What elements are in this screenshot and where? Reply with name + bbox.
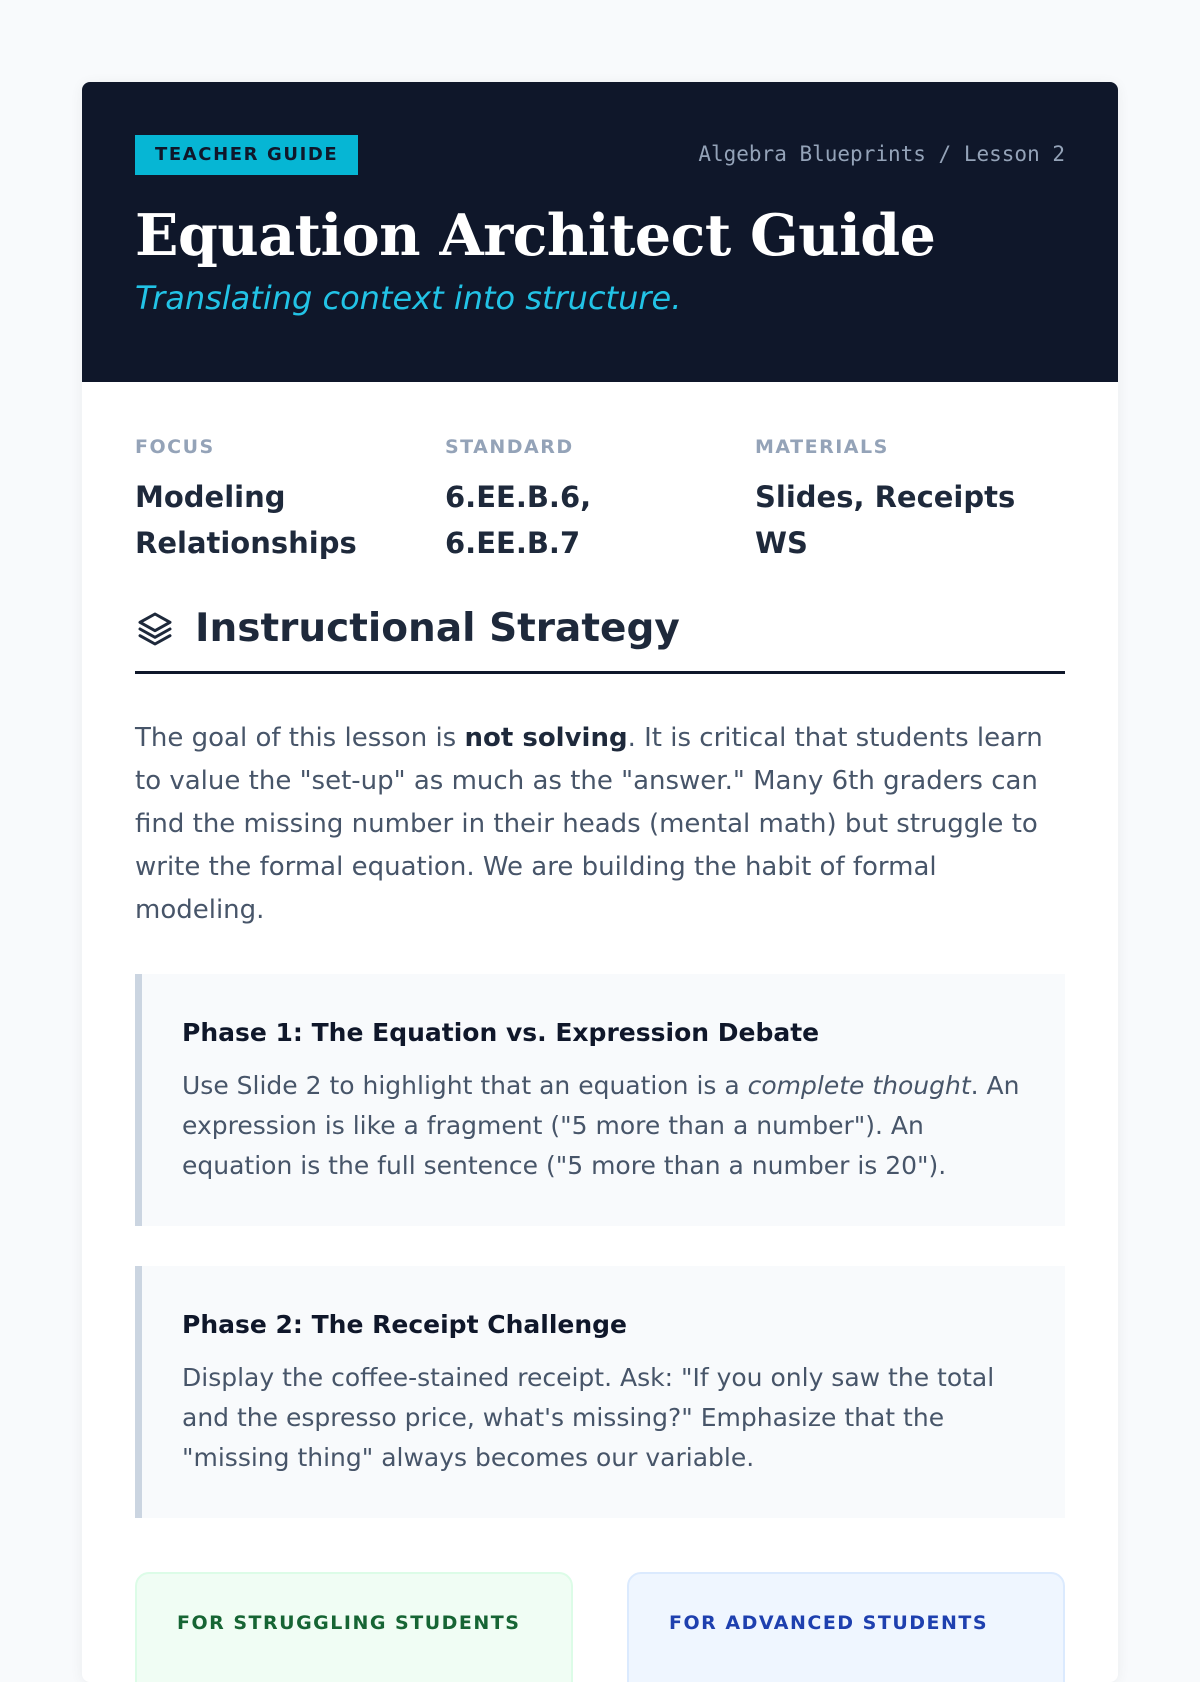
intro-text-end: . It is critical that students learn to value the "set-up" as much as the "answer." Many 6th graders can find the missing number in their heads (mental math) but struggle to write the formal equation. We are building the habit of formal modeling. xyxy=(135,723,1043,925)
phase-1-title: Phase 1: The Equation vs. Expression Debate xyxy=(182,1018,820,1047)
meta-materials xyxy=(755,436,1065,592)
teacher-guide-card xyxy=(82,82,1118,1682)
breadcrumb: Algebra Blueprints / Lesson 2 xyxy=(698,142,1065,166)
teacher-guide-badge: TEACHER GUIDE xyxy=(135,135,358,175)
meta-focus-value: Modeling Relationships xyxy=(135,480,357,560)
phase-2-text: Display the coffee-stained receipt. Ask: "If you only saw the total and the espresso price, what's missing?" Emphasize that the "missing thing" always becomes our variable. xyxy=(182,1363,995,1472)
meta-standard-label: STANDARD xyxy=(445,436,574,458)
advanced-students-box xyxy=(627,1572,1065,1682)
advanced-students-label: FOR ADVANCED STUDENTS xyxy=(669,1612,989,1634)
phase-1-callout xyxy=(135,974,1065,1226)
meta-materials-label: MATERIALS xyxy=(755,436,889,458)
phase-1-emphasis: complete thought xyxy=(747,1071,971,1100)
phase-1-text-end: . An expression is like a fragment ("5 more than a number"). An equation is the full sentence ("5 more than a number is 20"). xyxy=(182,1071,1020,1180)
lesson-meta xyxy=(135,382,1065,592)
phase-2-title: Phase 2: The Receipt Challenge xyxy=(182,1310,627,1339)
struggling-students-label: FOR STRUGGLING STUDENTS xyxy=(177,1612,521,1634)
page-title: Equation Architect Guide xyxy=(135,202,936,269)
layers-icon xyxy=(135,609,175,649)
intro-paragraph xyxy=(135,717,1065,932)
section-title: Instructional Strategy xyxy=(195,606,680,651)
section-heading xyxy=(135,592,1065,674)
phase-1-text xyxy=(182,1066,1025,1186)
intro-emphasis: not solving xyxy=(464,723,628,753)
phase-2-callout xyxy=(135,1266,1065,1518)
meta-standard-value: 6.EE.B.6, 6.EE.B.7 xyxy=(445,480,592,560)
struggling-students-box xyxy=(135,1572,573,1682)
page-subtitle: Translating context into structure. xyxy=(135,279,682,317)
differentiation-row xyxy=(135,1572,1065,1682)
meta-materials-value: Slides, Receipts WS xyxy=(755,480,1016,560)
meta-focus xyxy=(135,436,445,592)
phase-1-text-start: Use Slide 2 to highlight that an equation is a xyxy=(182,1071,748,1100)
meta-standard xyxy=(445,436,755,592)
meta-focus-label: FOCUS xyxy=(135,436,215,458)
intro-text-start: The goal of this lesson is xyxy=(135,723,465,753)
guide-header xyxy=(82,82,1118,382)
guide-content xyxy=(82,382,1118,1682)
